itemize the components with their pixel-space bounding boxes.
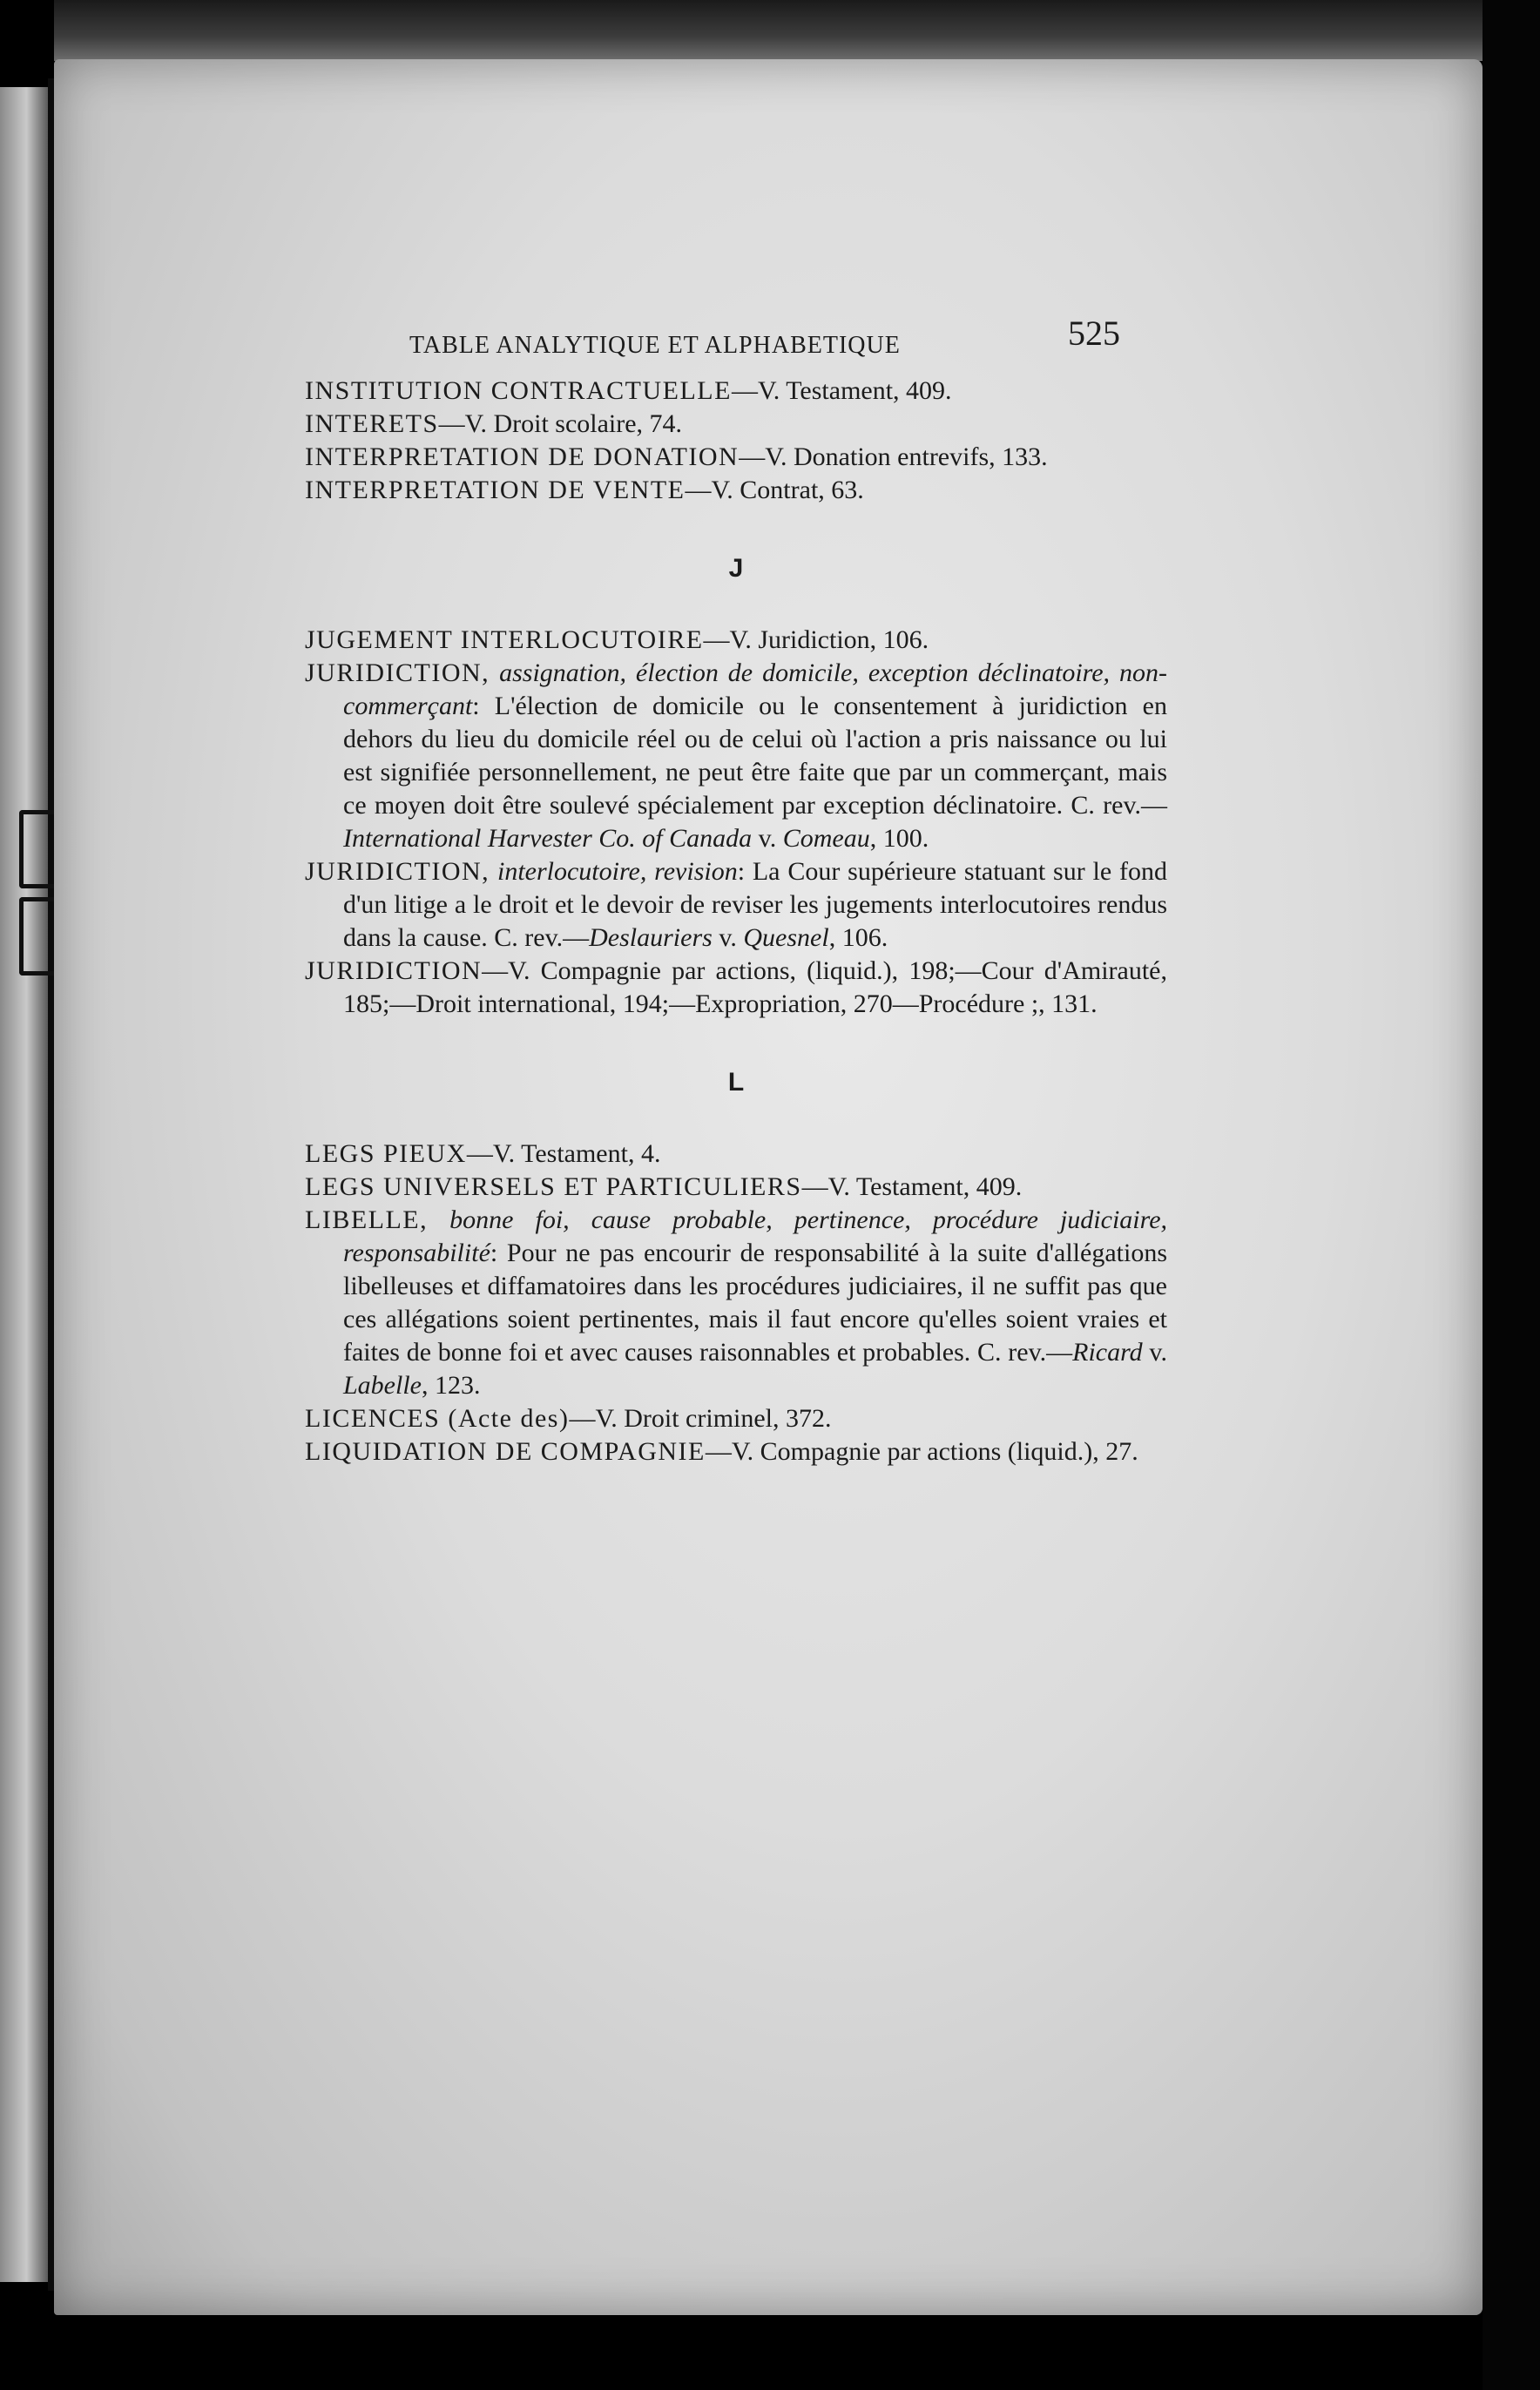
entry-heading: LICENCES (Acte des) — [305, 1404, 570, 1433]
entry-heading: JURIDICTION — [305, 956, 483, 985]
entry-keywords: interlocutoire, revision — [496, 857, 738, 886]
case-party: Quesnel — [743, 923, 829, 952]
case-party: Ricard — [1072, 1338, 1143, 1367]
page-content — [305, 314, 1167, 1468]
index-sections — [305, 375, 1167, 1468]
entry-reference: , 123. — [422, 1371, 481, 1400]
entry-heading: JURIDICTION, — [305, 658, 490, 687]
index-entry — [305, 1435, 1167, 1468]
entry-text: : L'élection de domicile ou le consentement à juridiction en dehors du lieu du domicile réel ou de celui où l'action a pris naissance ou lui est signifiée personnellement, ne peut être faite que par un commerçant, mais ce moyen doit être soulevé spécialement par exception déclinatoire. C. rev.— — [343, 692, 1167, 820]
entry-heading: LIBELLE, — [305, 1205, 429, 1234]
case-party: International Harvester Co. of Canada — [343, 824, 753, 853]
entry-keywords: bonne foi, cause probable, pertinence, procédure judiciaire, responsabilité — [343, 1205, 1168, 1267]
entry-heading: LIQUIDATION DE COMPAGNIE — [305, 1437, 706, 1466]
entry-text: —V. Droit criminel, 372. — [569, 1404, 832, 1433]
entry-heading: LEGS PIEUX — [305, 1139, 467, 1168]
entry-text: —V. Testament, 409. — [801, 1172, 1023, 1201]
index-entry — [305, 1171, 1167, 1204]
entry-text: —V. Compagnie par actions (liquid.), 27. — [705, 1437, 1138, 1466]
facing-page-edge — [0, 87, 48, 2282]
case-party: Labelle — [343, 1371, 422, 1400]
section-letter: L — [727, 1068, 745, 1097]
case-versus: v. — [712, 923, 744, 952]
entry-keywords: assignation, élection de domicile, exception déclinatoire, non-commerçant — [343, 658, 1167, 720]
index-entry — [305, 441, 1167, 474]
index-entry — [305, 408, 1167, 441]
entry-reference: , 100. — [869, 824, 929, 853]
index-entry — [305, 1204, 1167, 1402]
entry-text: : Pour ne pas encourir de responsabilité à la suite d'allégations libelleuses et diffamatoires dans les procédures judiciaires, il ne suffit pas que ces allégations soient pertinentes, mais il faut encore qu'elles soient vraies et faites de bonne foi et avec causes raisonnables et probables. C. rev.— — [343, 1239, 1167, 1367]
entry-heading: INTERPRETATION DE VENTE — [305, 476, 686, 504]
entry-heading: LEGS UNIVERSELS ET PARTICULIERS — [305, 1172, 802, 1201]
running-header — [305, 314, 1167, 375]
case-party: Deslauriers — [589, 923, 713, 952]
page-top-edge — [54, 0, 1483, 61]
entry-heading: INTERETS — [305, 409, 439, 438]
entry-text: —V. Droit scolaire, 74. — [438, 409, 683, 438]
entry-text: —V. Contrat, 63. — [685, 476, 864, 504]
case-versus: v. — [1142, 1338, 1167, 1367]
entry-reference: , 106. — [828, 923, 888, 952]
entry-text: —V. Donation entrevifs, 133. — [739, 442, 1048, 471]
header-title: TABLE ANALYTIQUE ET ALPHABETIQUE — [409, 332, 901, 359]
entry-heading: INTERPRETATION DE DONATION — [305, 442, 740, 471]
index-entry — [305, 624, 1167, 657]
case-versus: v. — [752, 824, 783, 853]
index-entry — [305, 375, 1167, 408]
entry-heading: JURIDICTION, — [305, 857, 490, 886]
entry-text: —V. Testament, 409. — [731, 376, 952, 405]
index-entry — [305, 955, 1167, 1021]
case-party: Comeau — [782, 824, 870, 853]
page-number: 525 — [1068, 314, 1120, 353]
scan-border-right — [1483, 0, 1540, 2390]
index-entry — [305, 1138, 1167, 1171]
section-letter: J — [728, 554, 744, 583]
index-entry — [305, 657, 1167, 855]
index-entry — [305, 855, 1167, 955]
entry-heading: INSTITUTION CONTRACTUELLE — [305, 376, 732, 405]
entry-heading: JUGEMENT INTERLOCUTOIRE — [305, 625, 704, 654]
entry-text: —V. Compagnie par actions, (liquid.), 198;—Cour d'Amirauté, 185;—Droit international, 194;—Expropriation, 270—Procédure ;, 131. — [343, 956, 1167, 1018]
entry-text: —V. Testament, 4. — [466, 1139, 661, 1168]
index-entry — [305, 474, 1167, 507]
entry-text: —V. Juridiction, 106. — [703, 625, 929, 654]
index-entry — [305, 1402, 1167, 1435]
entry-text: : La Cour supérieure statuant sur le fond d'un litige a le droit et le devoir de reviser les jugements interlocutoires rendus dans la cause. C. rev.— — [343, 857, 1167, 952]
